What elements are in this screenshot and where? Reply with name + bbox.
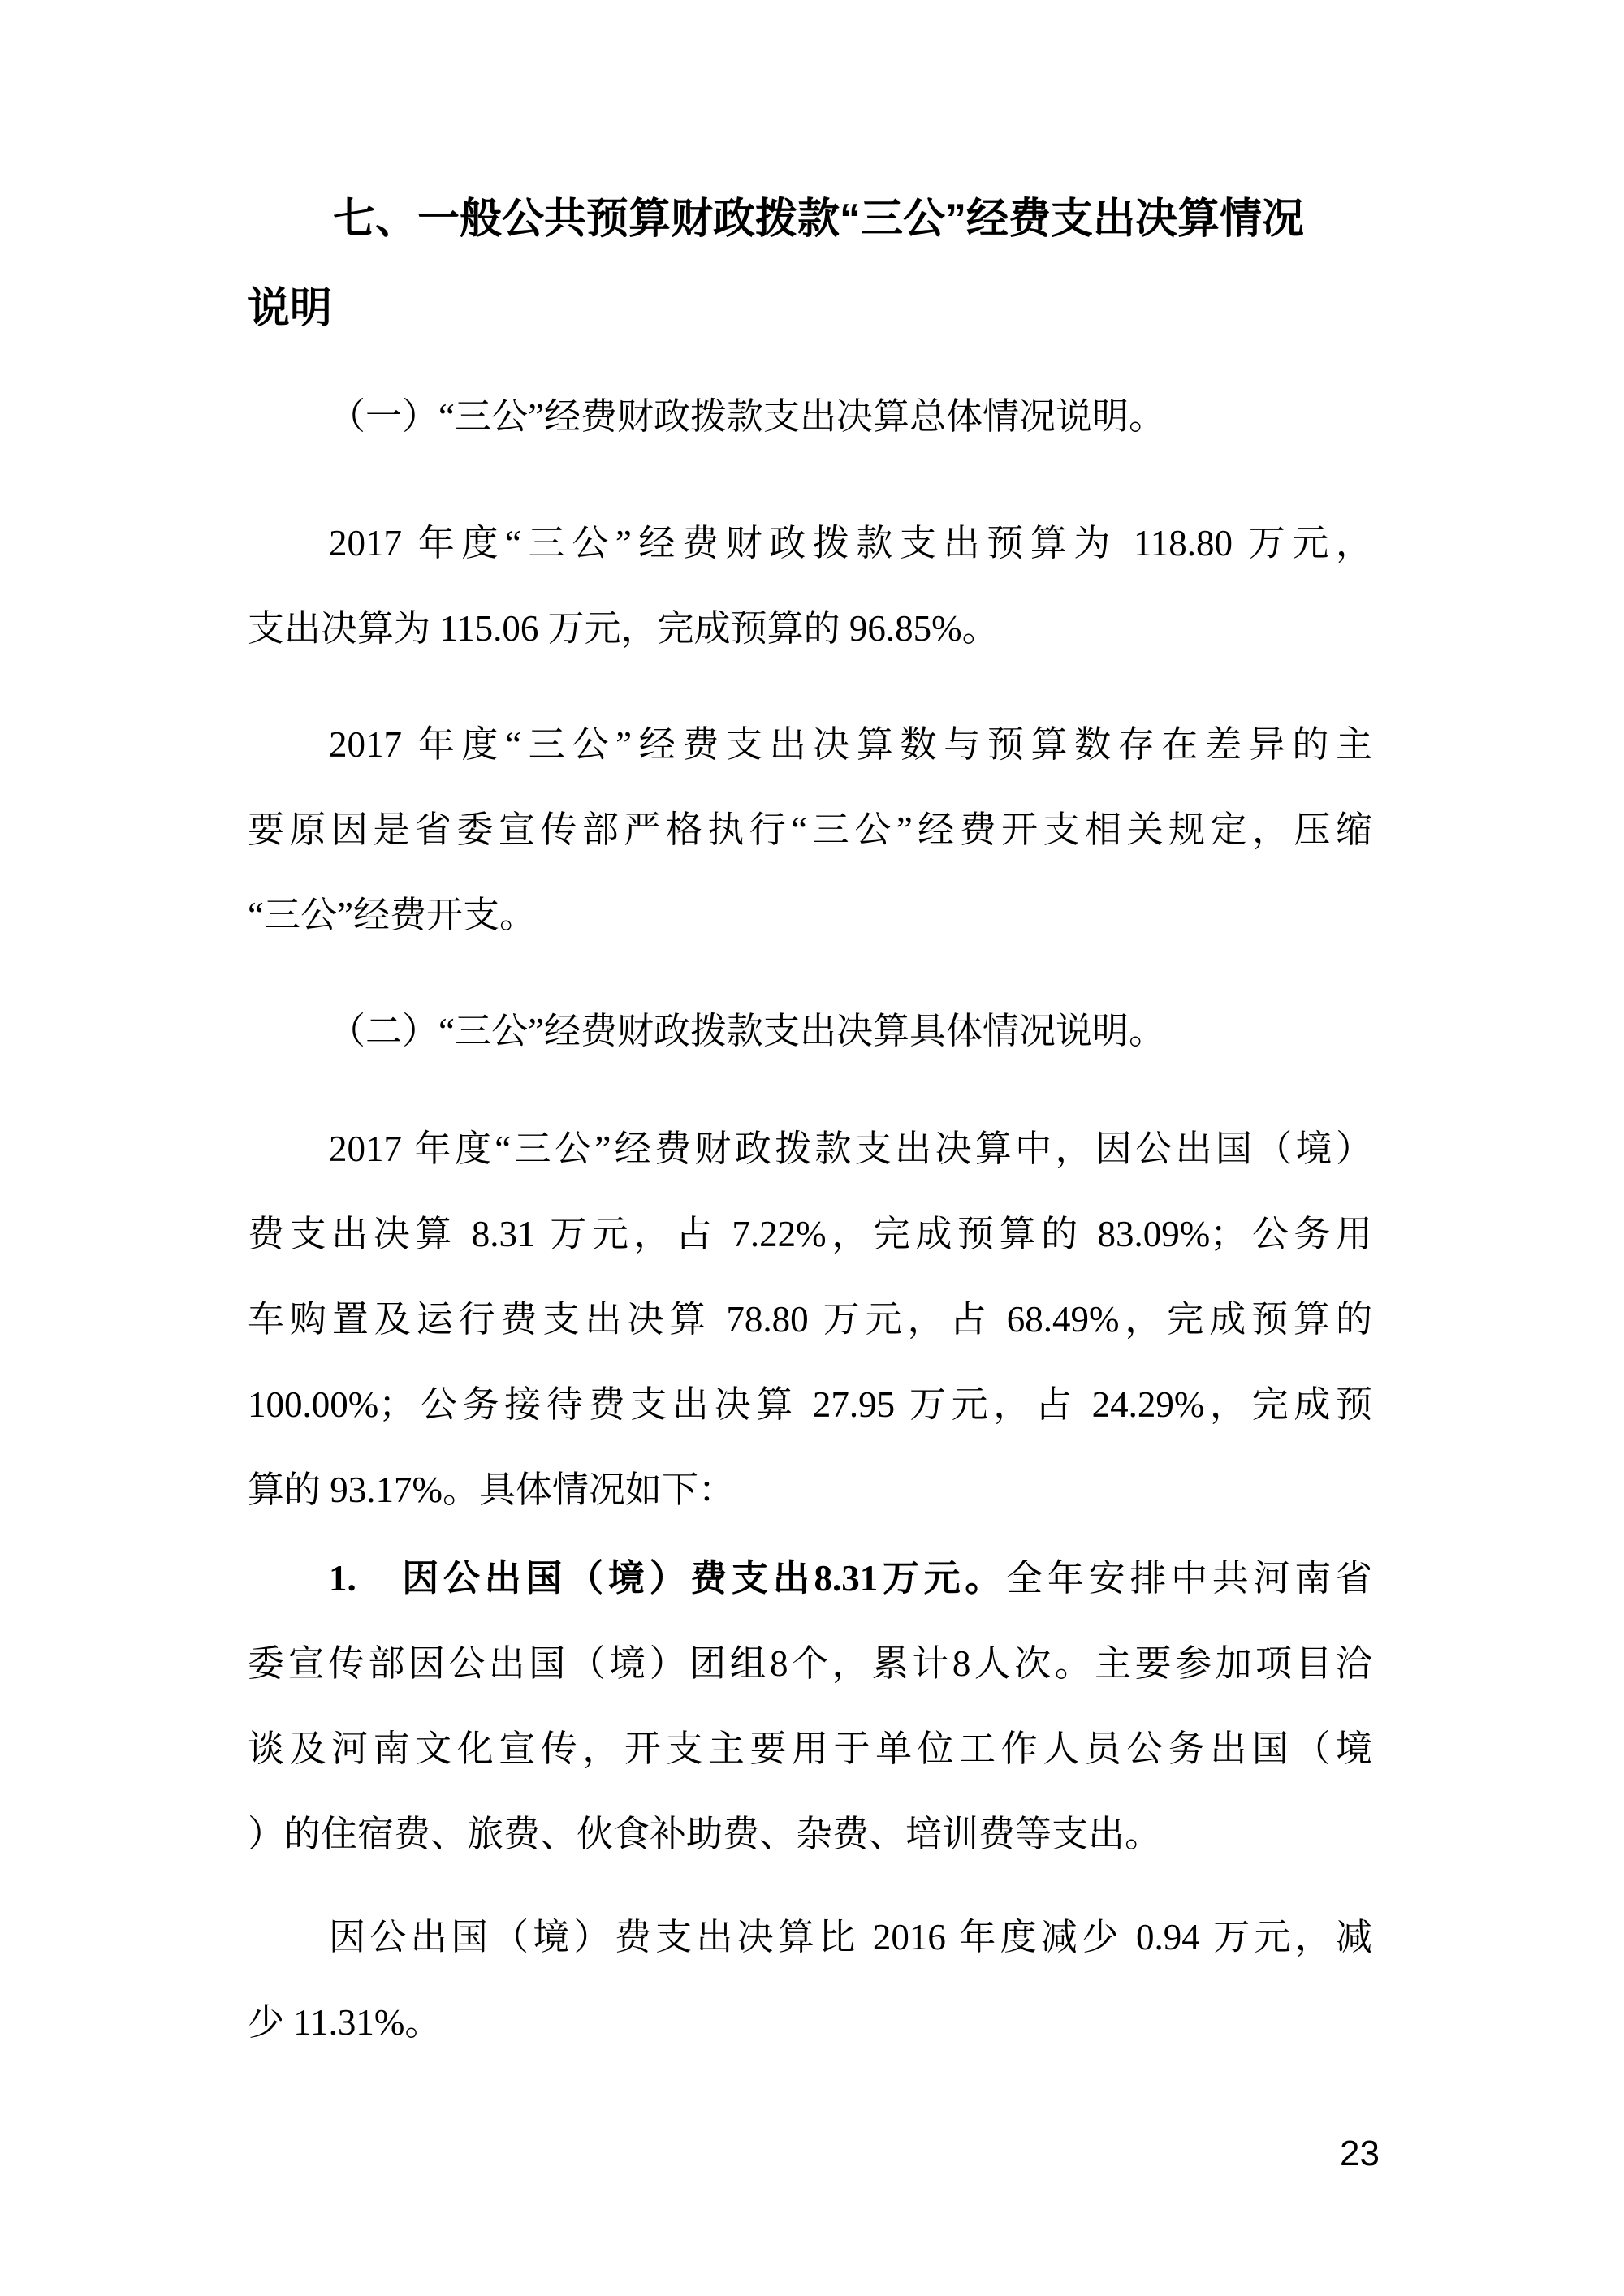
section2-para1-line4: 100.00%；公务接待费支出决算 27.95 万元，占 24.29%，完成预	[248, 1384, 1372, 1425]
section2-para2-line4: ）的住宿费、旅费、伙食补助费、杂费、培训费等支出。	[248, 1814, 1162, 1854]
section2-para1-line1: 2017 年度“三公”经费财政拨款支出决算中，因公出国（境）	[329, 1129, 1372, 1169]
section2-para2-line3: 谈及河南文化宣传，开支主要用于单位工作人员公务出国（境	[248, 1728, 1372, 1769]
section1-para2-line1: 2017 年度“三公”经费支出决算数与预算数存在差异的主	[329, 724, 1372, 765]
section1-para2-line3: “三公”经费开支。	[248, 895, 536, 935]
section2-para1-line2: 费支出决算 8.31 万元，占 7.22%，完成预算的 83.09%；公务用	[248, 1214, 1372, 1254]
section2-para2-line1	[248, 1557, 1372, 1600]
heading-line-1: 七、一般公共预算财政拨款“三公”经费支出决算情况	[333, 196, 1305, 243]
section2-para3-line2: 少 11.31%。	[248, 2002, 442, 2043]
section2-para1-line5: 算的 93.17%。具体情况如下：	[248, 1470, 735, 1510]
section2-para3-line1: 因公出国（境）费支出决算比 2016 年度减少 0.94 万元，减	[329, 1917, 1372, 1957]
section1-para1-line1: 2017 年度“三公”经费财政拨款支出预算为 118.80 万元，	[329, 523, 1372, 563]
heading-line-2: 说明	[248, 285, 333, 332]
section1-para2-line2: 要原因是省委宣传部严格执行“三公”经费开支相关规定，压缩	[248, 809, 1372, 850]
section2-para2-line2: 委宣传部因公出国（境）团组8个，累计8人次。主要参加项目洽	[248, 1643, 1372, 1684]
section2-para2-line1-regular-text: 全年安排中共河南省	[1006, 1558, 1372, 1599]
section1-title: （一）“三公”经费财政拨款支出决算总体情况说明。	[329, 396, 1165, 437]
section2-para2-line1-bold-text: 1. 因公出国（境）费支出8.31万元。	[329, 1558, 1007, 1599]
section2-para1-line3: 车购置及运行费支出决算 78.80 万元，占 68.49%，完成预算的	[248, 1299, 1372, 1340]
section2-title: （二）“三公”经费财政拨款支出决算具体情况说明。	[329, 1011, 1165, 1051]
section1-para1-line2: 支出决算为 115.06 万元，完成预算的 96.85%。	[248, 608, 999, 649]
page-number: 23	[1340, 2134, 1380, 2173]
